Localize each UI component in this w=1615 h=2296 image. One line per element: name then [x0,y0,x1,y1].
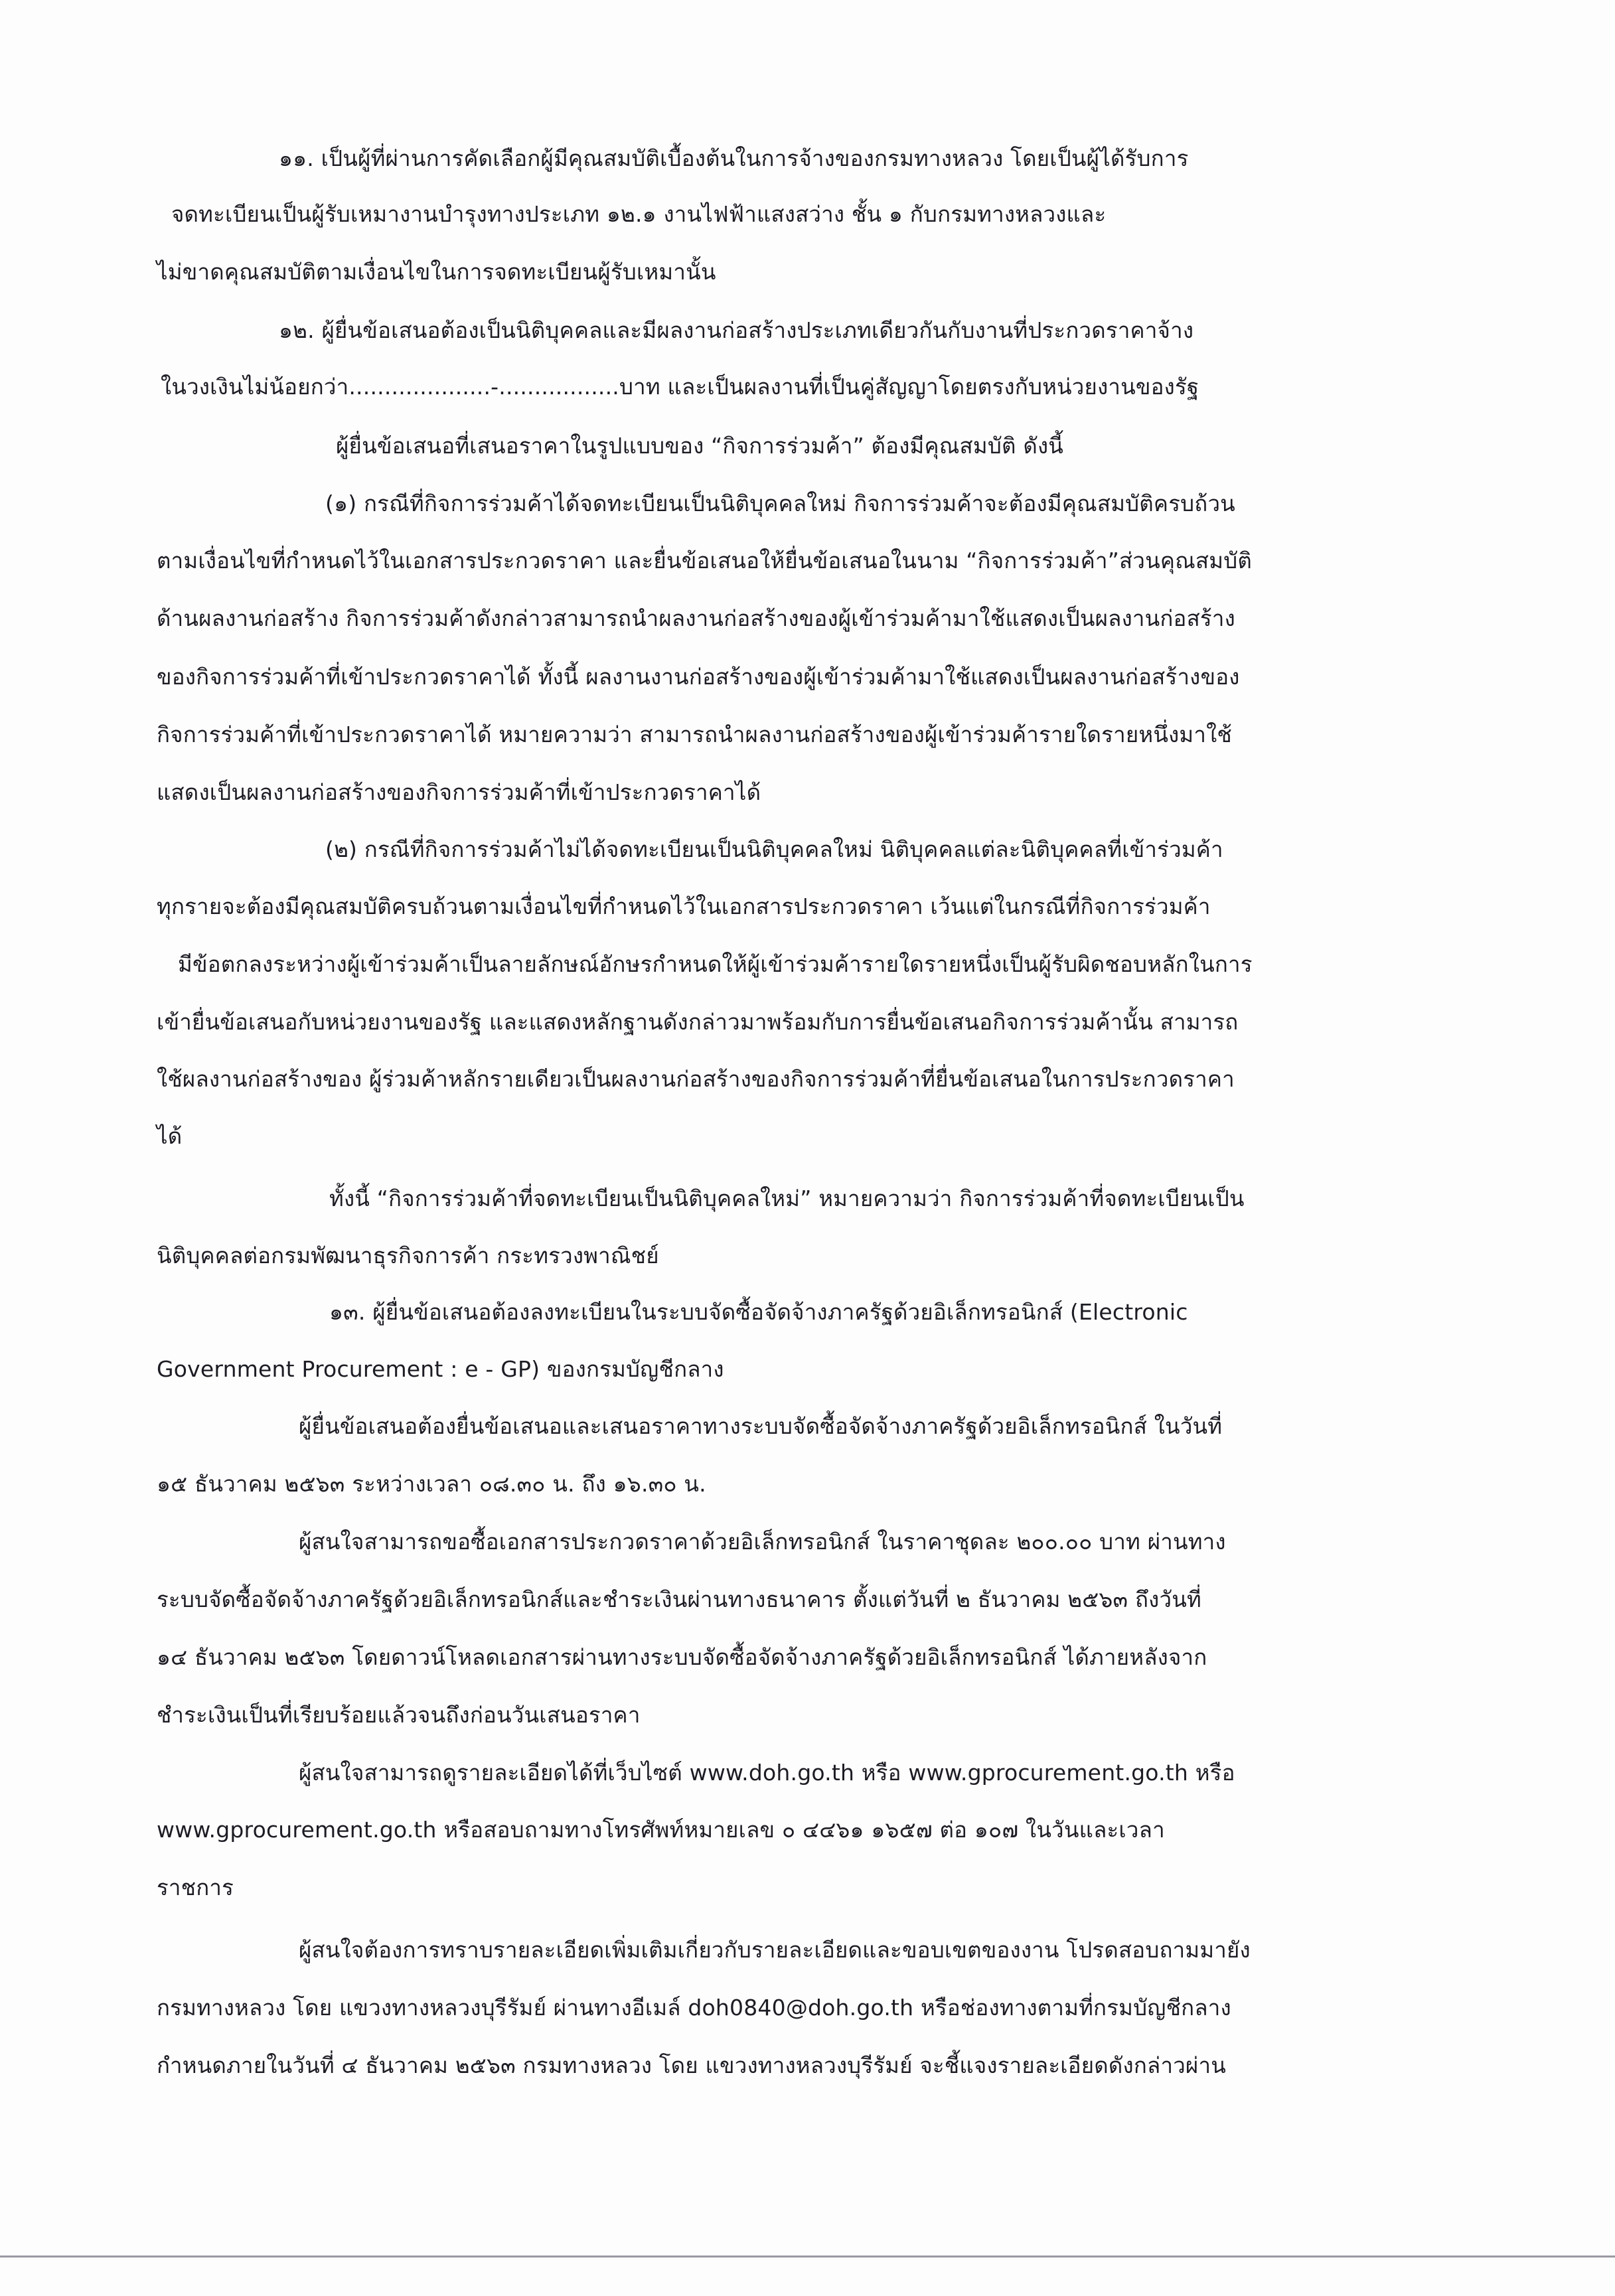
text-line: ไม่ขาดคุณสมบัติตามเงื่อนไขในการจดทะเบียนผู้รับเหมานั้น [157,259,716,285]
text-line: ผู้สนใจสามารถขอซื้อเอกสารประกวดราคาด้วยอิเล็กทรอนิกส์ ในราคาชุดละ ๒๐๐.๐๐ บาท ผ่านทาง [299,1529,1226,1555]
text-line: กรมทางหลวง โดย แขวงทางหลวงบุรีรัมย์ ผ่านทางอีเมล์ doh0840@doh.go.th หรือช่องทางตามที่กรมบัญชีกลาง [157,1995,1231,2021]
text-line: จดทะเบียนเป็นผู้รับเหมางานบำรุงทางประเภท ๑๒.๑ งานไฟฟ้าแสงสว่าง ชั้น ๑ กับกรมทางหลวงและ [171,201,1107,227]
text-line: (๑) กรณีที่กิจการร่วมค้าได้จดทะเบียนเป็นนิติบุคคลใหม่ กิจการร่วมค้าจะต้องมีคุณสมบัติครบถ้วน [325,491,1235,516]
text-line: ผู้ยื่นข้อเสนอที่เสนอราคาในรูปแบบของ “กิจการร่วมค้า” ต้องมีคุณสมบัติ ดังนี้ [336,433,1064,459]
text-line: กำหนดภายในวันที่ ๔ ธันวาคม ๒๕๖๓ กรมทางหลวง โดย แขวงทางหลวงบุรีรัมย์ จะชี้แจงรายละเอียดดังกล่าวผ่าน [157,2052,1226,2078]
text-line: ๑๕ ธันวาคม ๒๕๖๓ ระหว่างเวลา ๐๘.๓๐ น. ถึง ๑๖.๓๐ น. [157,1471,706,1497]
text-line: ของกิจการร่วมค้าที่เข้าประกวดราคาได้ ทั้งนี้ ผลงานงานก่อสร้างของผู้เข้าร่วมค้ามาใช้แสดงเป็นผลงานก่อสร้างของ [157,664,1240,690]
text-line: ตามเงื่อนไขที่กำหนดไว้ในเอกสารประกวดราคา และยื่นข้อเสนอให้ยื่นข้อเสนอในนาม “กิจการร่วมค้า”ส่วนคุณสมบัติ [157,548,1252,574]
text-line: กิจการร่วมค้าที่เข้าประกวดราคาได้ หมายความว่า สามารถนำผลงานก่อสร้างของผู้เข้าร่วมค้ารายใดรายหนึ่งมาใช้ [157,722,1232,747]
text-line: www.gprocurement.go.th หรือสอบถามทางโทรศัพท์หมายเลข ๐ ๔๔๖๑ ๑๖๕๗ ต่อ ๑๐๗ ในวันและเวลา [157,1817,1165,1843]
text-line: ระบบจัดซื้อจัดจ้างภาครัฐด้วยอิเล็กทรอนิกส์และชำระเงินผ่านทางธนาคาร ตั้งแต่วันที่ ๒ ธันวาคม ๒๕๖๓ ถึงวันที่ [157,1586,1201,1612]
text-line: เข้ายื่นข้อเสนอกับหน่วยงานของรัฐ และแสดงหลักฐานดังกล่าวมาพร้อมกับการยื่นข้อเสนอกิจการร่วมค้านั้น สามารถ [157,1009,1239,1035]
text-line: มีข้อตกลงระหว่างผู้เข้าร่วมค้าเป็นลายลักษณ์อักษรกำหนดให้ผู้เข้าร่วมค้ารายใดรายหนึ่งเป็นผู้รับผิดชอบหลักในการ [178,951,1253,977]
scan-edge-rule [0,2256,1615,2258]
text-line: ใช้ผลงานก่อสร้างของ ผู้ร่วมค้าหลักรายเดียวเป็นผลงานก่อสร้างของกิจการร่วมค้าที่ยื่นข้อเสนอในการประกวดราคา [157,1066,1235,1092]
text-line: ได้ [157,1123,183,1149]
text-line: ๑๒. ผู้ยื่นข้อเสนอต้องเป็นนิติบุคคลและมีผลงานก่อสร้างประเภทเดียวกันกับงานที่ประกวดราคาจ้าง [279,317,1194,343]
text-line: ราชการ [157,1875,234,1900]
text-line: ๑๑. เป็นผู้ที่ผ่านการคัดเลือกผู้มีคุณสมบัติเบื้องต้นในการจ้างของกรมทางหลวง โดยเป็นผู้ได้รับการ [279,145,1189,171]
text-line: ทั้งนี้ “กิจการร่วมค้าที่จดทะเบียนเป็นนิติบุคคลใหม่” หมายความว่า กิจการร่วมค้าที่จดทะเบียนเป็น [329,1186,1245,1211]
text-line: ทุกรายจะต้องมีคุณสมบัติครบถ้วนตามเงื่อนไขที่กำหนดไว้ในเอกสารประกวดราคา เว้นแต่ในกรณีที่กิจการร่วมค้า [157,893,1211,919]
text-line: ผู้สนใจสามารถดูรายละเอียดได้ที่เว็บไซต์ www.doh.go.th หรือ www.gprocurement.go.th หรือ [299,1760,1235,1786]
text-line: แสดงเป็นผลงานก่อสร้างของกิจการร่วมค้าที่เข้าประกวดราคาได้ [157,779,761,805]
text-line: ในวงเงินไม่น้อยกว่า....................-.................บาท และเป็นผลงานที่เป็นคู่สัญญาโดยตรงกับหน่วยงานของรัฐ [161,374,1199,400]
text-line: ชำระเงินเป็นที่เรียบร้อยแล้วจนถึงก่อนวันเสนอราคา [157,1702,641,1728]
text-line: ๑๔ ธันวาคม ๒๕๖๓ โดยดาวน์โหลดเอกสารผ่านทางระบบจัดซื้อจัดจ้างภาครัฐด้วยอิเล็กทรอนิกส์ ได้ภายหลังจาก [157,1644,1207,1670]
text-line: Government Procurement : e - GP) ของกรมบัญชีกลาง [157,1356,724,1382]
text-line: นิติบุคคลต่อกรมพัฒนาธุรกิจการค้า กระทรวงพาณิชย์ [157,1243,659,1268]
text-line: ด้านผลงานก่อสร้าง กิจการร่วมค้าดังกล่าวสามารถนำผลงานก่อสร้างของผู้เข้าร่วมค้ามาใช้แสดงเป็นผลงานก่อสร้าง [157,605,1235,631]
text-line: ผู้สนใจต้องการทราบรายละเอียดเพิ่มเติมเกี่ยวกับรายละเอียดและขอบเขตของงาน โปรดสอบถามมายัง [299,1937,1251,1963]
text-line: ผู้ยื่นข้อเสนอต้องยื่นข้อเสนอและเสนอราคาทางระบบจัดซื้อจัดจ้างภาครัฐด้วยอิเล็กทรอนิกส์ ในวันที่ [299,1413,1223,1439]
text-line: ๑๓. ผู้ยื่นข้อเสนอต้องลงทะเบียนในระบบจัดซื้อจัดจ้างภาครัฐด้วยอิเล็กทรอนิกส์ (Electronic [329,1299,1188,1325]
text-line: (๒) กรณีที่กิจการร่วมค้าไม่ได้จดทะเบียนเป็นนิติบุคคลใหม่ นิติบุคคลแต่ละนิติบุคคลที่เข้าร่วมค้า [325,836,1223,862]
